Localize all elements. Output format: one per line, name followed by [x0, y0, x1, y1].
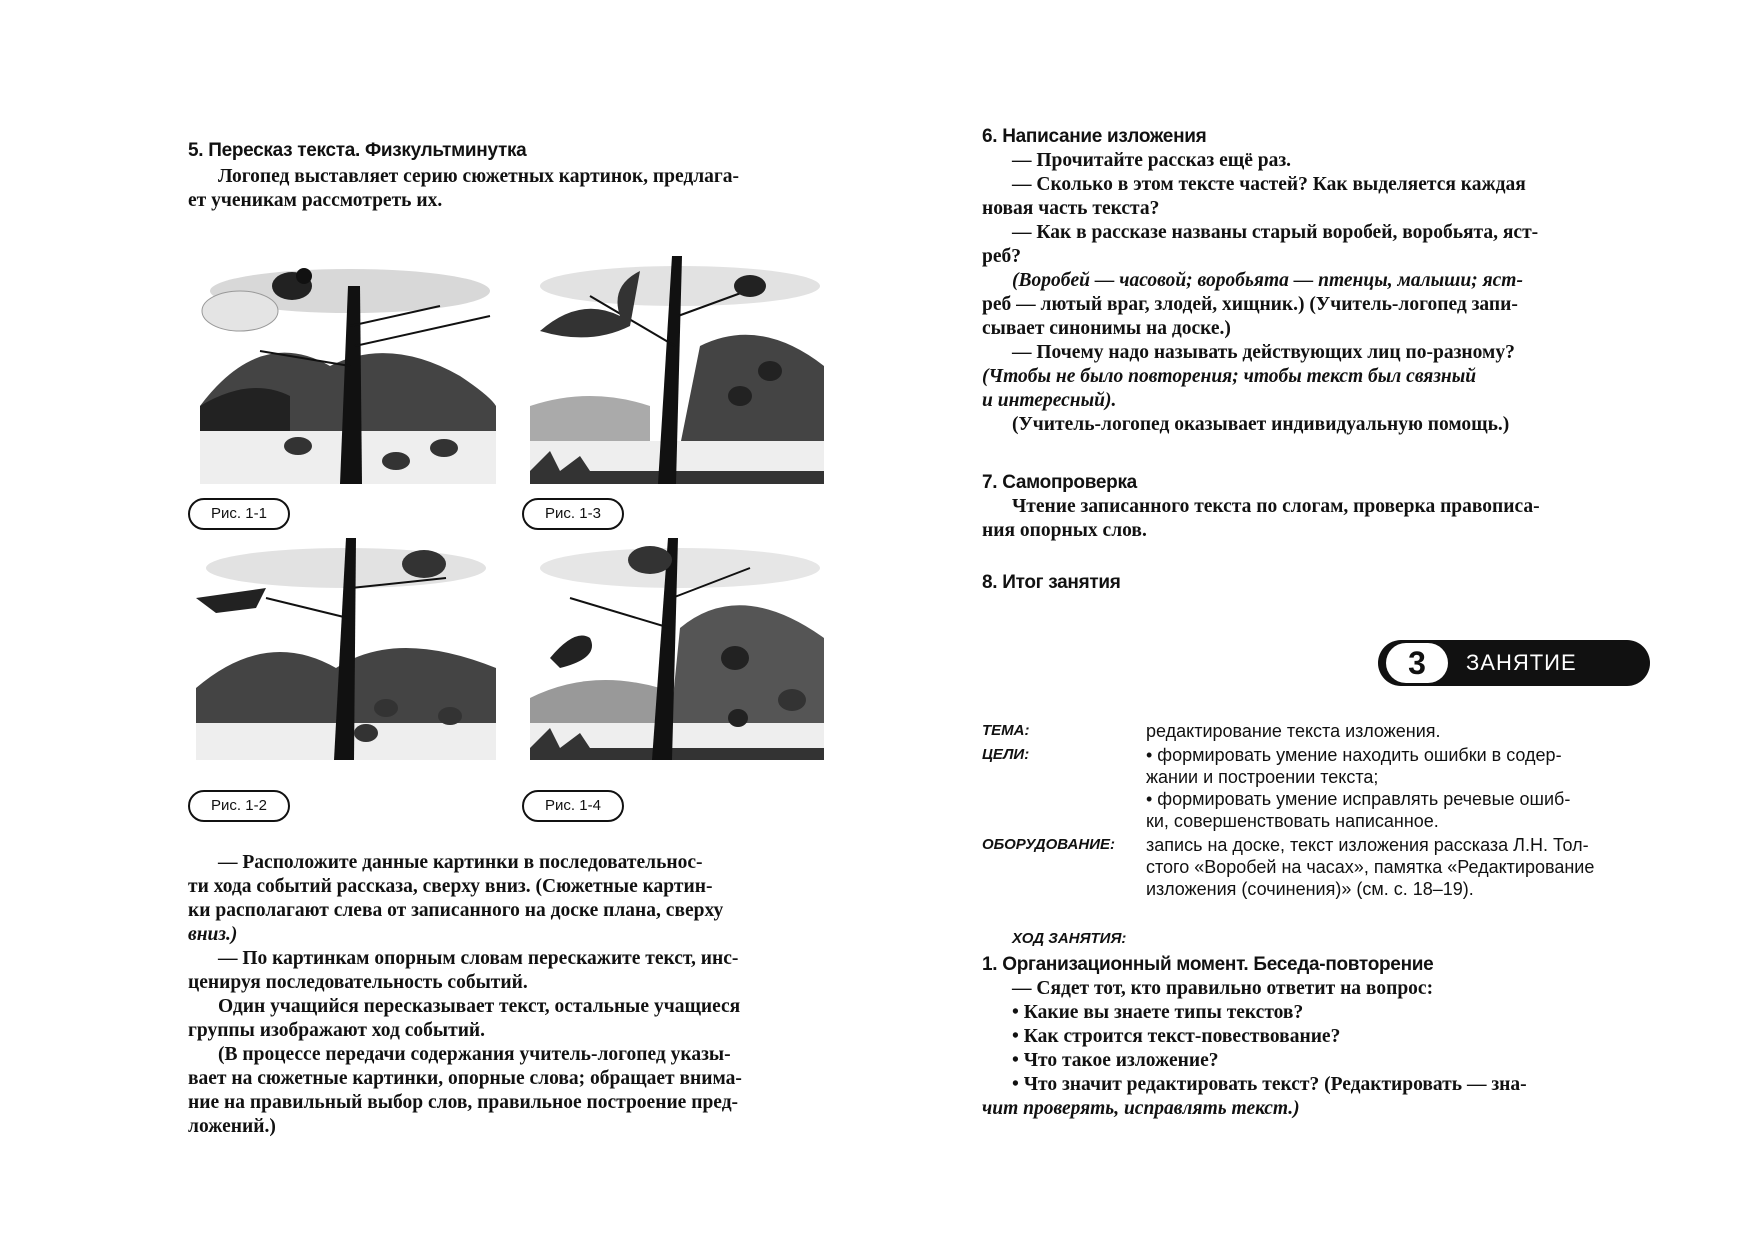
celi-line-1: • формировать умение находить ошибки в содер-	[1146, 745, 1562, 765]
illustration-fig-1-4	[530, 538, 824, 760]
illustration-fig-1-1	[200, 256, 496, 484]
caption-fig-1-1: Рис. 1-1	[188, 498, 290, 530]
celi-line-3: • формировать умение исправлять речевые ошиб-	[1146, 789, 1571, 809]
section-8-title: 8. Итог занятия	[982, 572, 1121, 593]
body-line-11: ние на правильный выбор слов, правильное построение пред-	[188, 1092, 739, 1113]
lesson-label: ЗАНЯТИЕ	[1466, 650, 1577, 675]
s1-line-5: • Что значит редактировать текст? (Редактировать — зна-	[1012, 1074, 1527, 1095]
s6-line-12: (Учитель-логопед оказывает индивидуальную помощь.)	[1012, 414, 1510, 435]
s6-line-1: — Прочитайте рассказ ещё раз.	[1012, 150, 1292, 171]
s6-line-2: — Сколько в этом тексте частей? Как выделяется каждая	[1012, 174, 1526, 195]
body-line-6: ценируя последовательность событий.	[188, 972, 528, 993]
tema-label: ТЕМА:	[982, 722, 1030, 739]
s1-line-6: чит проверять, исправлять текст.)	[982, 1098, 1300, 1119]
intro-line-2: ет ученикам рассмотреть их.	[188, 190, 443, 211]
illustration-fig-1-2	[196, 538, 496, 760]
oborud-line-1: запись на доске, текст изложения рассказа Л.Н. Тол-	[1146, 835, 1589, 855]
oborud-line-3: изложения (сочинения)» (см. с. 18–19).	[1146, 879, 1474, 899]
s6-line-8: сывает синонимы на доске.)	[982, 318, 1231, 339]
body-line-9: (В процессе передачи содержания учитель-логопед указы-	[218, 1044, 731, 1065]
s1-line-3: • Как строится текст-повествование?	[1012, 1026, 1341, 1047]
s7-line-2: ния опорных слов.	[982, 520, 1147, 541]
caption-fig-1-2: Рис. 1-2	[188, 790, 290, 822]
oborud-line-2: стого «Воробей на часах», памятка «Редактирование	[1146, 857, 1595, 877]
s6-line-9: — Почему надо называть действующих лиц по-разному?	[1012, 342, 1515, 363]
s6-line-5: реб?	[982, 246, 1021, 267]
body-line-2: ти хода событий рассказа, сверху вниз. (Сюжетные картин-	[188, 876, 713, 897]
body-line-12: ложений.)	[188, 1116, 276, 1137]
celi-label: ЦЕЛИ:	[982, 746, 1030, 763]
oborud-label: ОБОРУДОВАНИЕ:	[982, 836, 1115, 853]
section-5-title: 5. Пересказ текста. Физкультминутка	[188, 140, 527, 161]
s6-line-4: — Как в рассказе названы старый воробей, воробьята, яст-	[1012, 222, 1539, 243]
body-line-7: Один учащийся пересказывает текст, остальные учащиеся	[218, 996, 741, 1017]
section-1-title: 1. Организационный момент. Беседа-повторение	[982, 954, 1434, 975]
section-7-title: 7. Самопроверка	[982, 472, 1137, 493]
s1-line-1: — Сядет тот, кто правильно ответит на вопрос:	[1012, 978, 1434, 999]
body-line-4: вниз.)	[188, 924, 238, 945]
s1-line-2: • Какие вы знаете типы текстов?	[1012, 1002, 1304, 1023]
s6-line-7: реб — лютый враг, злодей, хищник.) (Учитель-логопед запи-	[982, 294, 1518, 315]
body-line-10: вает на сюжетные картинки, опорные слова; обращает внима-	[188, 1068, 742, 1089]
tema-text: редактирование текста изложения.	[1146, 721, 1441, 741]
caption-fig-1-4: Рис. 1-4	[522, 790, 624, 822]
celi-line-4: ки, совершенствовать написанное.	[1146, 811, 1439, 831]
section-6-title: 6. Написание изложения	[982, 126, 1207, 147]
s1-line-4: • Что такое изложение?	[1012, 1050, 1219, 1071]
s6-line-3: новая часть текста?	[982, 198, 1160, 219]
intro-line-1: Логопед выставляет серию сюжетных картинок, предлага-	[218, 166, 740, 187]
s6-line-10: (Чтобы не было повторения; чтобы текст был связный	[982, 366, 1477, 387]
body-line-3: ки располагают слева от записанного на доске плана, сверху	[188, 900, 724, 921]
body-line-1: — Расположите данные картинки в последовательнос-	[218, 852, 703, 873]
caption-fig-1-3: Рис. 1-3	[522, 498, 624, 530]
body-line-5: — По картинкам опорным словам перескажите текст, инс-	[218, 948, 739, 969]
s7-line-1: Чтение записанного текста по слогам, проверка правописа-	[1012, 496, 1540, 517]
illustration-fig-1-3	[530, 256, 824, 484]
celi-line-2: жании и построении текста;	[1146, 767, 1379, 787]
hod-label: ХОД ЗАНЯТИЯ:	[1012, 930, 1127, 947]
body-line-8: группы изображают ход событий.	[188, 1020, 486, 1041]
s6-line-6: (Воробей — часовой; воробьята — птенцы, малыши; яст-	[1012, 270, 1523, 291]
s6-line-11: и интересный).	[982, 390, 1117, 411]
lesson-number: 3	[1386, 643, 1448, 683]
